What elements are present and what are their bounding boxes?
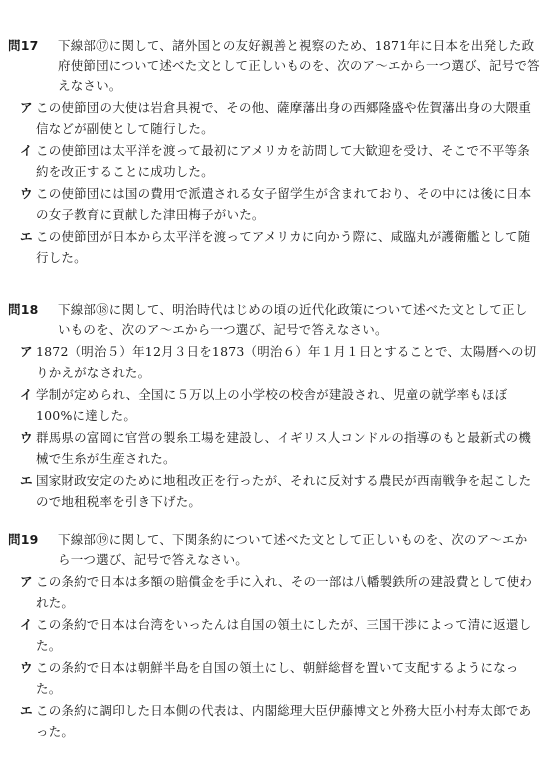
question-stem: [8, 530, 540, 570]
question-text: 下線部⑲に関して、下関条約について述べた文として正しいものを、次のア〜エから一つ選び、記号で答えなさい。: [58, 532, 528, 567]
option-text: 群馬県の富岡に官営の製糸工場を建設し、イギリス人コンドルの指導のもと最新式の機械で生糸が生産された。: [36, 430, 532, 466]
option-u: [8, 658, 540, 699]
option-label: エ: [20, 473, 33, 488]
option-text: この条約で日本は朝鮮半島を自国の領土にし、朝鮮総督を置いて支配するようになった。: [36, 660, 519, 696]
question-17: [8, 36, 540, 268]
question-19: [8, 530, 540, 742]
option-text: この条約で日本は多額の賠償金を手に入れ、その一部は八幡製鉄所の建設費として使われた。: [36, 574, 533, 610]
option-list: [8, 98, 540, 268]
option-label: イ: [20, 617, 33, 632]
option-text: この条約で日本は台湾をいったんは自国の領土にしたが、三国干渉によって清に返還した。: [36, 617, 532, 653]
option-a: [8, 98, 540, 139]
option-label: ア: [20, 100, 33, 115]
option-label: ウ: [20, 186, 33, 201]
option-label: ア: [20, 574, 33, 589]
option-text: この条約に調印した日本側の代表は、内閣総理大臣伊藤博文と外務大臣小村寿太郎であった。: [36, 703, 532, 739]
question-18: [8, 300, 540, 512]
option-label: エ: [20, 229, 33, 244]
question-text: 下線部⑱に関して、明治時代はじめの頃の近代化政策について述べた文として正しいものを、次のア〜エから一つ選び、記号で答えなさい。: [58, 302, 528, 337]
option-label: ア: [20, 344, 33, 359]
option-label: イ: [20, 387, 33, 402]
option-u: [8, 428, 540, 469]
question-number: 問18: [8, 302, 39, 317]
option-e: [8, 227, 540, 268]
option-text: この使節団が日本から太平洋を渡ってアメリカに向かう際に、咸臨丸が護衛艦として随行した。: [36, 229, 531, 265]
option-text: この使節団は太平洋を渡って最初にアメリカを訪問して大歓迎を受け、そこで不平等条約を改正することに成功した。: [36, 143, 530, 179]
option-text: 学制が定められ、全国に５万以上の小学校の校舎が建設され、児童の就学率もほぼ100%に達した。: [36, 387, 508, 423]
option-e: [8, 701, 540, 742]
option-u: [8, 184, 540, 225]
question-number: 問19: [8, 532, 39, 547]
question-stem: [8, 300, 540, 340]
option-text: 1872（明治５）年12月３日を1873（明治６）年１月１日とすることで、太陽暦への切りかえがなされた。: [36, 344, 537, 380]
question-stem: [8, 36, 540, 96]
question-number: 問17: [8, 38, 39, 53]
option-text: この使節団の大使は岩倉具視で、その他、薩摩藩出身の西郷隆盛や佐賀藩出身の大隈重信などが副使として随行した。: [36, 100, 532, 136]
option-label: ウ: [20, 430, 33, 445]
option-label: エ: [20, 703, 33, 718]
option-label: ウ: [20, 660, 33, 675]
option-e: [8, 471, 540, 512]
option-list: [8, 342, 540, 512]
option-text: この使節団には国の費用で派遣される女子留学生が含まれており、その中には後に日本の女子教育に貢献した津田梅子がいた。: [36, 186, 532, 222]
option-text: 国家財政安定のために地租改正を行ったが、それに反対する農民が西南戦争を起こしたので地租税率を引き下げた。: [36, 473, 532, 509]
option-i: [8, 615, 540, 656]
option-i: [8, 385, 540, 426]
option-label: イ: [20, 143, 33, 158]
question-text: 下線部⑰に関して、諸外国との友好親善と視察のため、1871年に日本を出発した政府使節団について述べた文として正しいものを、次のア〜エから一つ選び、記号で答えなさい。: [58, 38, 540, 93]
option-a: [8, 572, 540, 613]
option-i: [8, 141, 540, 182]
option-list: [8, 572, 540, 742]
option-a: [8, 342, 540, 383]
